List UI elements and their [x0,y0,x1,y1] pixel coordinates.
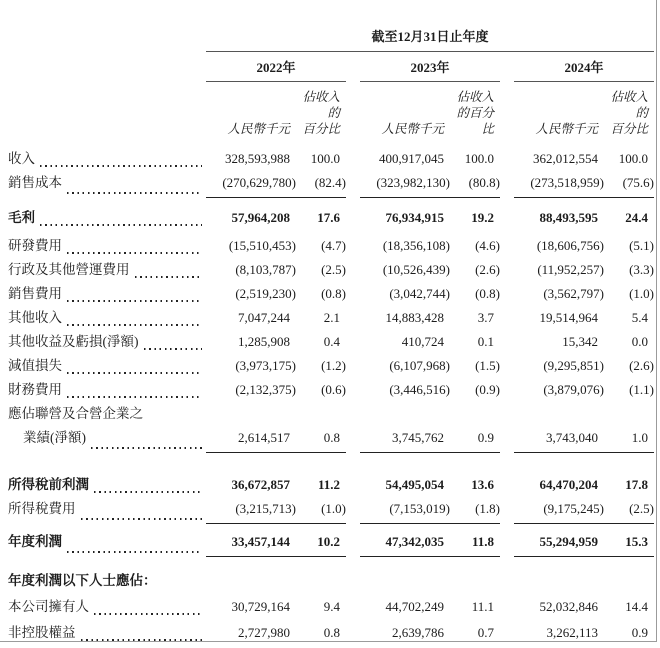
amount-cell-2024: (18,606,756) [536,238,604,253]
amount-cell-2023 [360,569,450,593]
percent-cell-2022: (1.2) [321,358,346,373]
row-label [8,569,206,593]
amount-cell-2022: (15,510,453) [228,238,296,253]
amount-cell-2023: (6,107,968) [389,358,450,373]
dotted-leader [67,396,202,398]
year-header-row [8,52,656,82]
amount-cell-2022: 328,593,988 [225,151,290,166]
amount-cell-2024: 15,342 [562,334,598,349]
percent-cell-2022 [296,569,346,593]
amount-cell-2024: 3,743,040 [514,426,604,453]
amount-cell-2022: 30,729,164 [231,599,290,614]
percent-cell-2022: 10.2 [296,530,346,557]
row-label [8,330,206,354]
amount-cell-2024: 3,262,113 [546,625,598,640]
amount-cell-2023: (323,982,130) [360,171,450,198]
amount-cell-2023: 3,745,762 [360,426,450,453]
dotted-leader [94,613,202,615]
dotted-leader [67,300,202,302]
percent-cell-2024: 100.0 [618,151,648,166]
amount-cell-2024: (9,295,851) [543,358,604,373]
dotted-leader [67,252,202,254]
amount-cell-2023 [360,402,450,426]
percent-cell-2022: 9.4 [323,599,340,614]
percent-cell-2024: 1.0 [604,426,654,453]
percent-cell-2022: (1.0) [296,497,346,524]
row-label-text: 毛利 [8,210,35,225]
percent-cell-2024: 17.8 [625,477,648,492]
amount-cell-2023: (7,153,019) [360,497,450,524]
amount-cell-2023: 400,917,045 [379,151,444,166]
row-label [8,473,206,497]
percent-cell-2023: (1.5) [475,358,500,373]
period-title-row [8,26,656,52]
row-label [8,206,206,230]
period-title: 截至12月31日止年度 [206,26,654,52]
table-row [8,306,656,330]
row-label-text: 其他收入 [8,310,62,325]
column-units-row [8,82,656,147]
percent-cell-2023: (1.8) [450,497,500,524]
percent-cell-2023: (4.6) [475,238,500,253]
dotted-leader [81,639,203,641]
row-label-text: 業績(淨額) [23,430,86,445]
dotted-leader [81,518,203,520]
row-label-text: 減值損失 [8,358,62,373]
percent-cell-2022: 0.8 [296,426,346,453]
dotted-leader [135,276,203,278]
percent-cell-2024: 24.4 [625,210,648,225]
amount-cell-2022: (2,519,230) [235,286,296,301]
table-row [8,147,656,171]
amount-cell-2022: (3,215,713) [206,497,296,524]
table-row [8,282,656,306]
dotted-leader [67,551,202,553]
amount-cell-2022: 2,727,980 [238,625,290,640]
table-row [8,402,656,426]
percent-cell-2024: (1.1) [629,382,654,397]
percent-cell-2023: 11.1 [471,599,494,614]
amount-cell-2023: 410,724 [401,334,444,349]
amount-cell-2024 [514,569,604,593]
amount-cell-2024: 52,032,846 [539,599,598,614]
percent-cell-2022: (0.8) [321,286,346,301]
percent-cell-2024: (1.0) [629,286,654,301]
dotted-leader [91,447,202,449]
amount-cell-2022 [206,402,296,426]
percent-cell-2022 [296,402,346,426]
percent-cell-2022: 17.6 [317,210,340,225]
amount-cell-2022: (270,629,780) [206,171,296,198]
row-label [8,306,206,330]
row-label-text: 其他收益及虧損(淨額) [8,334,139,349]
amount-cell-2024: 64,470,204 [539,477,598,492]
percent-cell-2023: 100.0 [464,151,494,166]
percent-cell-2023: (0.9) [475,382,500,397]
table-row [8,473,656,497]
pct-label-2024: 佔收入的 百分比 [610,90,648,136]
percent-cell-2023: 0.9 [450,426,500,453]
row-label [8,147,206,171]
row-label-text: 銷售成本 [8,175,62,190]
pct-label-2022: 佔收入的 百分比 [302,90,340,136]
row-label [8,378,206,402]
percent-cell-2023 [450,569,500,593]
amount-cell-2024 [514,402,604,426]
amount-cell-2024: (9,175,245) [514,497,604,524]
row-label-text: 本公司擁有人 [8,599,89,614]
amount-cell-2023: 44,702,249 [385,599,444,614]
percent-cell-2024: 0.9 [631,625,648,640]
percent-cell-2024 [604,569,654,593]
table-row [8,378,656,402]
percent-cell-2024: (5.1) [629,238,654,253]
row-label-text: 應佔聯營及合營企業之 [8,406,143,421]
percent-cell-2023: 13.6 [471,477,494,492]
percent-cell-2022: 0.8 [323,625,340,640]
table-row [8,621,656,645]
percent-cell-2022: 11.2 [317,477,340,492]
table-row [8,354,656,378]
row-label [8,171,206,198]
percent-cell-2024: (2.5) [604,497,654,524]
table-body [8,147,656,645]
amount-cell-2022 [206,569,296,593]
row-label-text: 研發費用 [8,238,62,253]
percent-cell-2022: 100.0 [310,151,340,166]
row-label-text: 年度利潤 [8,534,62,549]
amount-cell-2024: 88,493,595 [539,210,598,225]
amount-cell-2024: 55,294,959 [514,530,604,557]
amount-cell-2023: (3,042,744) [389,286,450,301]
amount-cell-2024: (273,518,959) [514,171,604,198]
percent-cell-2023: 3.7 [477,310,494,325]
unit-label-2024: 人民幣千元 [535,122,598,136]
percent-cell-2023: (80.8) [450,171,500,198]
dotted-leader [67,372,202,374]
percent-cell-2022: (82.4) [296,171,346,198]
table-row [8,595,656,619]
amount-cell-2023: 2,639,786 [392,625,444,640]
amount-cell-2022: 36,672,857 [231,477,290,492]
row-label [8,595,206,619]
row-label [8,258,206,282]
table-row [8,171,656,198]
row-label-text: 收入 [8,151,35,166]
amount-cell-2024: 362,012,554 [533,151,598,166]
table-row [8,569,656,593]
percent-cell-2022: 0.4 [323,334,340,349]
row-label-text: 銷售費用 [8,286,62,301]
amount-cell-2022: (3,973,175) [235,358,296,373]
table-row [8,206,656,230]
percent-cell-2023: (2.6) [475,262,500,277]
percent-cell-2023: 11.8 [450,530,500,557]
percent-cell-2024: 14.4 [625,599,648,614]
row-label [8,282,206,306]
amount-cell-2022: 33,457,144 [206,530,296,557]
percent-cell-2023: (0.8) [475,286,500,301]
amount-cell-2023: (10,526,439) [382,262,450,277]
row-label [8,621,206,645]
percent-cell-2022: (4.7) [321,238,346,253]
unit-label-2022: 人民幣千元 [227,122,290,136]
percent-cell-2022: 2.1 [323,310,340,325]
row-label-text: 非控股權益 [8,625,76,640]
percent-cell-2022: (0.6) [321,382,346,397]
amount-cell-2022: 7,047,244 [238,310,290,325]
amount-cell-2022: 57,964,208 [231,210,290,225]
row-label-text: 年度利潤以下人士應佔： [8,573,157,588]
amount-cell-2022: 1,285,908 [238,334,290,349]
amount-cell-2022: (2,132,375) [235,382,296,397]
dotted-leader [94,491,202,493]
dotted-leader [40,165,202,167]
row-label [8,234,206,258]
row-label-text: 財務費用 [8,382,62,397]
percent-cell-2023 [450,402,500,426]
row-label-text: 所得稅前利潤 [8,477,89,492]
row-label [8,354,206,378]
percent-cell-2024: (75.6) [604,171,654,198]
percent-cell-2024: 0.0 [631,334,648,349]
dotted-leader [144,348,203,350]
dotted-leader [40,224,202,226]
percent-cell-2023: 0.7 [477,625,494,640]
percent-cell-2024: (3.3) [629,262,654,277]
unit-label-2023: 人民幣千元 [381,122,444,136]
year-header-2023: 2023年 [360,52,500,82]
table-row [8,530,656,557]
table-row [8,426,656,453]
row-label-text: 行政及其他營運費用 [8,262,130,277]
percent-cell-2024: (2.6) [629,358,654,373]
amount-cell-2022: 2,614,517 [206,426,296,453]
dotted-leader [67,324,202,326]
amount-cell-2023: 54,495,054 [385,477,444,492]
row-label-text: 所得稅費用 [8,501,76,516]
table-row [8,258,656,282]
amount-cell-2024: (3,562,797) [543,286,604,301]
year-header-2024: 2024年 [514,52,654,82]
row-label [8,426,206,453]
percent-cell-2023: 19.2 [471,210,494,225]
percent-cell-2024: 5.4 [631,310,648,325]
amount-cell-2023: 76,934,915 [385,210,444,225]
row-label [8,530,206,557]
year-header-2022: 2022年 [206,52,346,82]
amount-cell-2023: (3,446,516) [389,382,450,397]
pct-label-2023: 佔收入 的百分比 [456,90,494,136]
table-row [8,234,656,258]
percent-cell-2024 [604,402,654,426]
amount-cell-2022: (8,103,787) [235,262,296,277]
amount-cell-2023: 47,342,035 [360,530,450,557]
amount-cell-2024: (3,879,076) [543,382,604,397]
dotted-leader [67,192,202,194]
percent-cell-2022: (2.5) [321,262,346,277]
percent-cell-2024: 15.3 [604,530,654,557]
table-row [8,330,656,354]
amount-cell-2024: 19,514,964 [539,310,598,325]
row-label [8,497,206,524]
amount-cell-2024: (11,952,257) [537,262,604,277]
row-label [8,402,206,426]
table-row [8,497,656,524]
percent-cell-2023: 0.1 [477,334,494,349]
amount-cell-2023: (18,356,108) [382,238,450,253]
amount-cell-2023: 14,883,428 [385,310,444,325]
